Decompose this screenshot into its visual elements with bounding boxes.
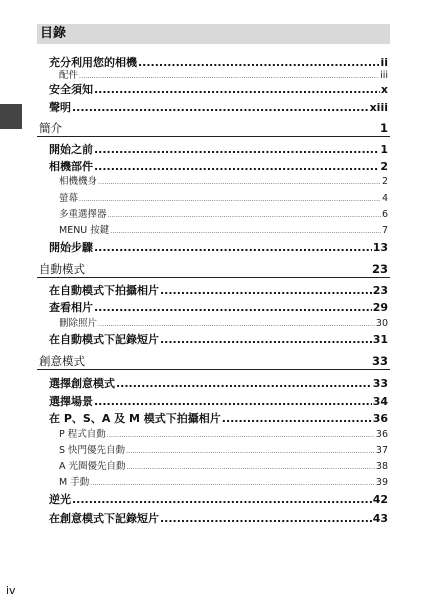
toc-entry-page: 31 (372, 333, 388, 346)
toc-entry-page: 13 (372, 241, 388, 254)
toc-entry-page: 36 (375, 429, 388, 440)
leader-dots (94, 241, 372, 255)
toc-entry-label: 開始之前 (49, 143, 93, 156)
leader-dots (94, 160, 379, 174)
toc-entry[interactable] (49, 301, 388, 315)
toc-entry-page: 34 (372, 395, 388, 408)
leader-dots (222, 412, 372, 426)
toc-entry-label: M 手動 (59, 477, 90, 488)
toc-entry-label: 安全須知 (49, 83, 93, 96)
toc-entry-label: 在自動模式下拍攝相片 (49, 284, 159, 297)
toc-entry[interactable] (59, 477, 388, 490)
toc-entry-label: S 快門優先自動 (59, 445, 126, 456)
toc-entry-label: 螢幕 (59, 193, 79, 204)
page-number: iv (6, 584, 16, 597)
toc-entry[interactable] (59, 445, 388, 458)
toc-entry-page: 37 (375, 445, 388, 456)
toc-entry-page: iii (380, 70, 388, 81)
toc-entry[interactable] (59, 70, 388, 83)
toc-entry-label: 逆光 (49, 493, 71, 506)
toc-entry-label: 刪除照片 (59, 318, 98, 329)
toc-entry[interactable] (49, 143, 388, 157)
toc-entry[interactable] (59, 429, 388, 442)
toc-entry[interactable] (49, 333, 388, 347)
toc-entry-label: 在自動模式下記錄短片 (49, 333, 159, 346)
toc-entry[interactable] (49, 412, 388, 426)
toc-entry-page: 30 (375, 318, 388, 329)
toc-entry-page: 2 (381, 176, 388, 187)
toc-entry-page: 39 (375, 477, 388, 488)
leader-dots (138, 56, 379, 70)
toc-entry-page: 1 (380, 143, 388, 156)
leader-dots (72, 101, 369, 115)
toc-entry[interactable] (49, 160, 388, 174)
toc-entry-page: 6 (381, 209, 388, 220)
leader-dots (94, 83, 380, 97)
toc-entry-page: xiii (369, 101, 388, 114)
chapter-heading[interactable] (37, 261, 390, 278)
leader-dots (126, 445, 375, 458)
toc-entry[interactable] (49, 377, 388, 391)
leader-dots (79, 193, 381, 206)
toc-entry[interactable] (59, 225, 388, 238)
leader-dots (98, 318, 375, 331)
leader-dots (94, 143, 379, 157)
chapter-page: 1 (379, 121, 388, 135)
chapter-page: 33 (371, 354, 388, 368)
chapter-heading[interactable] (37, 120, 390, 137)
toc-entry-page: 33 (372, 377, 388, 390)
leader-dots (160, 333, 372, 347)
toc-entry[interactable] (49, 395, 388, 409)
toc-entry-page: 4 (381, 193, 388, 204)
leader-dots (98, 176, 381, 189)
leader-dots (94, 395, 372, 409)
leader-dots (79, 70, 379, 83)
toc-entry-label: 相機部件 (49, 160, 93, 173)
chapter-page: 23 (371, 262, 388, 276)
toc-entry-label: 相機機身 (59, 176, 98, 187)
toc-entry[interactable] (59, 461, 388, 474)
toc-entry-page: 23 (372, 284, 388, 297)
leader-dots (127, 461, 375, 474)
toc-entry-page: ii (380, 56, 388, 69)
toc-entry-label: 聲明 (49, 101, 71, 114)
toc-entry[interactable] (49, 56, 388, 70)
toc-entry-label: 配件 (59, 70, 79, 81)
toc-header (37, 24, 390, 44)
toc-entry-page: 42 (372, 493, 388, 506)
leader-dots (108, 209, 381, 222)
toc-entry-label: 選擇創意模式 (49, 377, 115, 390)
toc-entry[interactable] (59, 209, 388, 222)
toc-entry[interactable] (49, 83, 388, 97)
toc-entry-label: P 程式自動 (59, 429, 106, 440)
toc-entry-label: A 光圈優先自動 (59, 461, 126, 472)
toc-entry-label: 充分利用您的相機 (49, 56, 137, 69)
chapter-title: 創意模式 (39, 354, 85, 368)
leader-dots (160, 512, 372, 526)
leader-dots (72, 493, 372, 507)
leader-dots (90, 477, 375, 490)
toc-entry-page: x (380, 83, 388, 96)
leader-dots (160, 284, 372, 298)
toc-entry-label: 在 P、S、A 及 M 模式下拍攝相片 (49, 412, 221, 425)
chapter-heading[interactable] (37, 353, 390, 370)
leader-dots (107, 429, 375, 442)
toc-entry-label: MENU 按鍵 (59, 225, 110, 236)
chapter-thumb-tab (0, 104, 22, 129)
toc-entry[interactable] (49, 512, 388, 526)
toc-entry-page: 29 (372, 301, 388, 314)
chapter-title: 自動模式 (39, 262, 85, 276)
toc-entry[interactable] (59, 176, 388, 189)
toc-entry[interactable] (49, 284, 388, 298)
toc-entry[interactable] (59, 318, 388, 331)
toc-entry[interactable] (49, 493, 388, 507)
leader-dots (110, 225, 381, 238)
chapter-title: 簡介 (39, 121, 62, 135)
toc-entry-label: 在創意模式下記錄短片 (49, 512, 159, 525)
leader-dots (116, 377, 372, 391)
toc-entry[interactable] (49, 241, 388, 255)
toc-entry-page: 38 (375, 461, 388, 472)
toc-entry[interactable] (59, 193, 388, 206)
toc-entry-page: 7 (381, 225, 388, 236)
toc-entry-page: 36 (372, 412, 388, 425)
toc-entry[interactable] (49, 101, 388, 115)
toc-entry-label: 開始步驟 (49, 241, 93, 254)
toc-entry-label: 多重選擇器 (59, 209, 107, 220)
toc-entry-label: 選擇場景 (49, 395, 93, 408)
toc-entry-label: 查看相片 (49, 301, 93, 314)
toc-entry-page: 2 (380, 160, 388, 173)
leader-dots (94, 301, 372, 315)
toc-title: 目錄 (40, 26, 67, 41)
toc-entry-page: 43 (372, 512, 388, 525)
